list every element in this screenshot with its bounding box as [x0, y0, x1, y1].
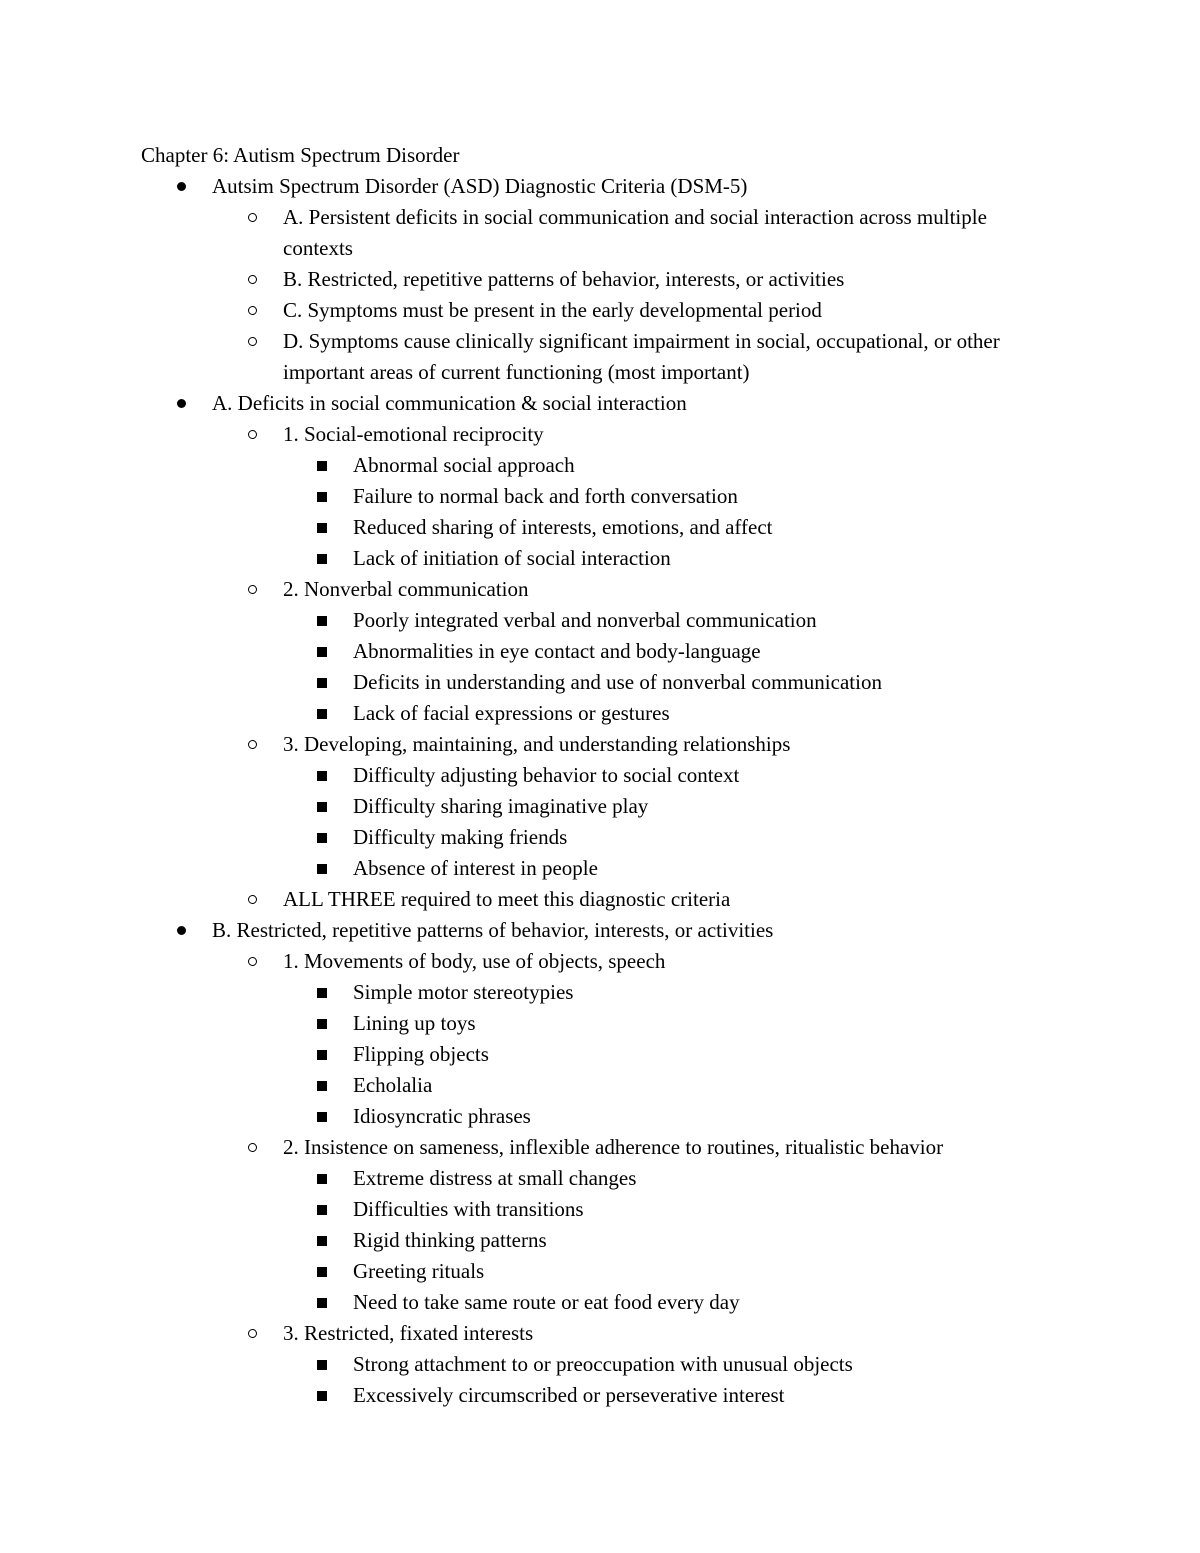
outline-subitem — [141, 543, 1061, 574]
square-bullet-icon — [317, 605, 327, 636]
outline-item — [141, 202, 1061, 264]
square-bullet-icon — [317, 853, 327, 884]
subitem-list — [141, 760, 1061, 884]
outline-subitem — [141, 667, 1061, 698]
circle-bullet-icon — [248, 295, 257, 326]
square-bullet-icon — [317, 1256, 327, 1287]
outline-subitem — [141, 1380, 1061, 1411]
outline-subitem — [141, 760, 1061, 791]
outline-subitem — [141, 791, 1061, 822]
subitem-label: Lack of initiation of social interaction — [353, 546, 671, 570]
outline-subitem — [141, 1287, 1061, 1318]
subitem-label: Difficulty sharing imaginative play — [353, 794, 649, 818]
subitem-label: Abnormal social approach — [353, 453, 575, 477]
subitem-label: Idiosyncratic phrases — [353, 1104, 531, 1128]
outline-subitem — [141, 1070, 1061, 1101]
outline-item — [141, 326, 1061, 388]
item-label: 3. Restricted, fixated interests — [283, 1321, 534, 1345]
square-bullet-icon — [317, 1163, 327, 1194]
item-label: 3. Developing, maintaining, and understanding relationships — [283, 732, 791, 756]
outline-subitem — [141, 481, 1061, 512]
outline-section — [141, 388, 1061, 915]
item-label: 1. Movements of body, use of objects, speech — [283, 949, 666, 973]
square-bullet-icon — [317, 822, 327, 853]
subitem-label: Difficulty making friends — [353, 825, 568, 849]
document-body — [141, 140, 1061, 1411]
item-label: B. Restricted, repetitive patterns of behavior, interests, or activities — [283, 267, 845, 291]
outline-section — [141, 915, 1061, 1411]
subitem-label: Rigid thinking patterns — [353, 1228, 547, 1252]
subitem-label: Absence of interest in people — [353, 856, 598, 880]
outline-subitem — [141, 1225, 1061, 1256]
outline-subitem — [141, 512, 1061, 543]
item-label: 2. Insistence on sameness, inflexible adherence to routines, ritualistic behavior — [283, 1135, 944, 1159]
outline-subitem — [141, 698, 1061, 729]
subitem-label: Reduced sharing of interests, emotions, and affect — [353, 515, 773, 539]
subitem-label: Lack of facial expressions or gestures — [353, 701, 670, 725]
disc-bullet-icon — [177, 388, 186, 419]
item-label: 1. Social-emotional reciprocity — [283, 422, 544, 446]
circle-bullet-icon — [248, 202, 257, 233]
outline-item — [141, 946, 1061, 1132]
circle-bullet-icon — [248, 1318, 257, 1349]
circle-bullet-icon — [248, 946, 257, 977]
outline-item — [141, 1132, 1061, 1318]
subitem-label: Simple motor stereotypies — [353, 980, 574, 1004]
item-label: A. Persistent deficits in social communication and social interaction across multiple contexts — [283, 205, 987, 260]
outline-subitem — [141, 1256, 1061, 1287]
square-bullet-icon — [317, 1101, 327, 1132]
document-title: Chapter 6: Autism Spectrum Disorder — [141, 143, 460, 167]
outline-subitem — [141, 1194, 1061, 1225]
subitem-label: Excessively circumscribed or perseverative interest — [353, 1383, 785, 1407]
item-label: 2. Nonverbal communication — [283, 577, 529, 601]
subitem-list — [141, 977, 1061, 1132]
subitem-label: Flipping objects — [353, 1042, 489, 1066]
square-bullet-icon — [317, 760, 327, 791]
disc-bullet-icon — [177, 171, 186, 202]
outline-list — [141, 171, 1061, 1411]
square-bullet-icon — [317, 481, 327, 512]
section-items — [141, 946, 1061, 1411]
outline-subitem — [141, 605, 1061, 636]
outline-item — [141, 264, 1061, 295]
outline-subitem — [141, 822, 1061, 853]
outline-subitem — [141, 1349, 1061, 1380]
square-bullet-icon — [317, 698, 327, 729]
section-items — [141, 202, 1061, 388]
section-heading: B. Restricted, repetitive patterns of behavior, interests, or activities — [212, 918, 774, 942]
square-bullet-icon — [317, 1039, 327, 1070]
subitem-label: Greeting rituals — [353, 1259, 485, 1283]
subitem-label: Strong attachment to or preoccupation with unusual objects — [353, 1352, 853, 1376]
circle-bullet-icon — [248, 264, 257, 295]
circle-bullet-icon — [248, 326, 257, 357]
square-bullet-icon — [317, 1287, 327, 1318]
circle-bullet-icon — [248, 419, 257, 450]
circle-bullet-icon — [248, 1132, 257, 1163]
square-bullet-icon — [317, 450, 327, 481]
subitem-list — [141, 1349, 1061, 1411]
section-items — [141, 419, 1061, 915]
circle-bullet-icon — [248, 574, 257, 605]
outline-subitem — [141, 1008, 1061, 1039]
subitem-label: Deficits in understanding and use of nonverbal communication — [353, 670, 882, 694]
item-label: ALL THREE required to meet this diagnostic criteria — [283, 887, 731, 911]
outline-item — [141, 884, 1061, 915]
subitem-list — [141, 605, 1061, 729]
subitem-list — [141, 1163, 1061, 1318]
subitem-label: Poorly integrated verbal and nonverbal communication — [353, 608, 817, 632]
subitem-label: Failure to normal back and forth conversation — [353, 484, 738, 508]
subitem-label: Lining up toys — [353, 1011, 476, 1035]
subitem-label: Difficulties with transitions — [353, 1197, 584, 1221]
item-label: D. Symptoms cause clinically significant impairment in social, occupational, or other important areas of current functioning (most important) — [283, 329, 1000, 384]
outline-item — [141, 1318, 1061, 1411]
square-bullet-icon — [317, 1070, 327, 1101]
section-heading: A. Deficits in social communication & social interaction — [212, 391, 687, 415]
square-bullet-icon — [317, 543, 327, 574]
square-bullet-icon — [317, 1380, 327, 1411]
subitem-label: Abnormalities in eye contact and body-language — [353, 639, 761, 663]
subitem-label: Echolalia — [353, 1073, 433, 1097]
square-bullet-icon — [317, 1194, 327, 1225]
disc-bullet-icon — [177, 915, 186, 946]
circle-bullet-icon — [248, 729, 257, 760]
square-bullet-icon — [317, 977, 327, 1008]
subitem-label: Extreme distress at small changes — [353, 1166, 637, 1190]
section-heading: Autsim Spectrum Disorder (ASD) Diagnostic Criteria (DSM-5) — [212, 174, 748, 198]
outline-subitem — [141, 1163, 1061, 1194]
square-bullet-icon — [317, 512, 327, 543]
square-bullet-icon — [317, 1349, 327, 1380]
item-label: C. Symptoms must be present in the early developmental period — [283, 298, 822, 322]
outline-subitem — [141, 1101, 1061, 1132]
outline-item — [141, 419, 1061, 574]
outline-item — [141, 574, 1061, 729]
outline-item — [141, 729, 1061, 884]
outline-subitem — [141, 450, 1061, 481]
circle-bullet-icon — [248, 884, 257, 915]
square-bullet-icon — [317, 1225, 327, 1256]
outline-subitem — [141, 1039, 1061, 1070]
outline-subitem — [141, 853, 1061, 884]
square-bullet-icon — [317, 791, 327, 822]
subitem-list — [141, 450, 1061, 574]
square-bullet-icon — [317, 1008, 327, 1039]
outline-subitem — [141, 977, 1061, 1008]
square-bullet-icon — [317, 667, 327, 698]
outline-subitem — [141, 636, 1061, 667]
subitem-label: Difficulty adjusting behavior to social context — [353, 763, 740, 787]
square-bullet-icon — [317, 636, 327, 667]
subitem-label: Need to take same route or eat food every day — [353, 1290, 740, 1314]
outline-section — [141, 171, 1061, 388]
outline-item — [141, 295, 1061, 326]
